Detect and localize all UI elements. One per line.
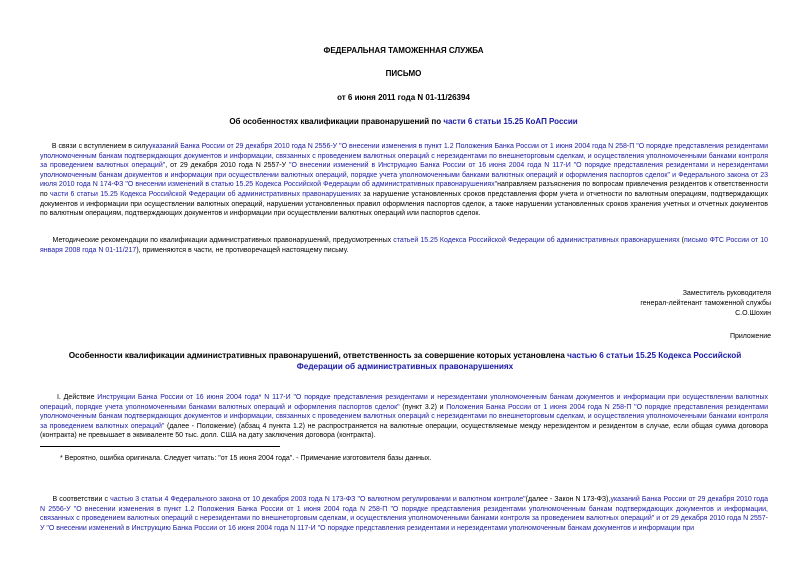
p3-link-polozhenie-258p[interactable]: Положения Банка России от 1 июня 2004 года N 258-П "О порядке представления резидентами уполномоченным банкам подтверждающих документов и информации, связанных с проведением валютных операций с нерезидентами по внешнеторговым сделкам, и осуществления уполномоченными банками контроля за проведением валютных операций": [40, 403, 769, 430]
signature-position: Заместитель руководителя: [682, 290, 771, 297]
footnote-divider: [40, 446, 280, 447]
p2-text-c: (: [679, 237, 685, 244]
appendix-title-link[interactable]: частью 6 статьи 15.25 Кодекса Российской Федерации об административных правонарушениях: [296, 351, 742, 371]
p1-link-174fz[interactable]: и Федерального закона от 23 июля 2010 года N 174-ФЗ "О внесении изменений в статью 15.25 Кодекса Российской Федерации об административных правонарушениях": [40, 171, 768, 189]
p1-link-2557u[interactable]: "О внесении изменений в Инструкцию Банка России от 16 июня 2004 года N 117-И "О порядке представления резидентами и нерезидентами уполномоченным банкам документов и информации при осуществлении валютных операций, порядке учета уполномоченными банками валютных операций и оформления паспортов сделок": [40, 162, 768, 179]
agency-heading: ФЕДЕРАЛЬНАЯ ТАМОЖЕННАЯ СЛУЖБА: [323, 46, 484, 55]
p3-text-a: I. Действие: [56, 394, 98, 401]
title-link-koap[interactable]: части 6 статьи 15.25 КоАП России: [443, 117, 578, 126]
p4-text-a: В соответствии с: [52, 496, 111, 503]
appendix-title: [60, 350, 750, 372]
document-type-heading: ПИСЬМО: [385, 69, 422, 78]
document-date-number: от 6 июня 2011 года N 01-11/26394: [337, 93, 470, 102]
signature-name: С.О.Шохин: [735, 310, 771, 317]
paragraph-3: [40, 393, 768, 441]
p1-text-a: В связи с вступлением в силу: [51, 143, 149, 150]
p3-link-instruction-117i[interactable]: Инструкции Банка России от 16 июня 2004 года* N 117-И "О порядке представления резидентами и нерезидентами уполномоченным банкам документов и информации при осуществлении валютных операций, порядке учета уполномоченными банками валютных операций и оформления паспортов сделок": [40, 394, 769, 411]
paragraph-1: [40, 142, 768, 219]
signature-rank: генерал-лейтенант таможенной службы: [640, 300, 771, 307]
p1-link-koap-part6[interactable]: части 6 статьи 15.25 Кодекса Российской Федерации об административных правонарушениях: [50, 190, 362, 198]
document-title: [0, 117, 807, 127]
p2-link-fts-letter[interactable]: письмо ФТС России от 10 января 2008 года N 01-11/217: [40, 237, 768, 254]
p3-text-c: (пункт 3.2) и: [399, 403, 447, 411]
p1-text-c: , от 29 декабря 2010 года N 2557-У: [165, 162, 289, 170]
appendix-title-text: Особенности квалификации административных правонарушений, ответственность за совершение которых установлена: [68, 351, 568, 360]
p4-link-2557u[interactable]: и от 29 декабря 2010 года N 2557-У "О внесении изменений в Инструкцию Банка России от 16 июня 2004 года N 117-И "О порядке представления резидентами и нерезидентами уполномоченным банкам документов и информации при: [40, 515, 768, 532]
p4-link-ukazaniya-2556u[interactable]: указаний Банка России от 29 декабря 2010 года N 2556-У "О внесении изменения в пункт 1.2 Положения Банка России от 1 июня 2004 года N 258-П "О порядке представления резидентами уполномоченным банкам подтверждающих документов и информации, связанных с проведением валютных операций с нерезидентами по внешнеторговым сделкам, и осуществления уполномоченными банками контроля за проведением валютных операций": [40, 496, 769, 523]
p1-link-ukazaniya-2556u[interactable]: указаний Банка России от 29 декабря 2010 года N 2556-У "О внесении изменения в пункт 1.2 Положения Банка России от 1 июня 2004 года N 258-П "О порядке представления резидентами уполномоченным банкам подтверждающих документов и информации, связанных с проведением валютных операций с нерезидентами по внешнеторговым сделкам, и осуществления уполномоченными банками контроля за проведением валютных операций": [40, 143, 768, 170]
title-text: Об особенностях квалификации правонарушений по: [229, 117, 444, 126]
p1-text-h: за нарушение установленных сроков представления форм учета и отчетности по валютным операциям, подтверждающих документов и информации при осуществлении валютных операций, нарушении установленных правил оформления паспортов сделок, а также нарушении установленных сроков хранения учетных и отчетных документов по валютным операциям, подтверждающих документов и информации при осуществлении валютных операций или паспортов сделок.: [40, 190, 768, 218]
p2-text-a: Методические рекомендации по квалификации административных правонарушений, предусмотренных: [52, 237, 394, 244]
paragraph-2: [40, 236, 768, 255]
p3-text-e: (далее - Положение) (абзац 4 пункта 1.2) не распространяется на валютные операции, осуществляемые между нерезидентом и резидентом в случае, если общая сумма договора (контракта) не превышает в эквиваленте 50 тыс. долл. США на дату заключения договора (контракта).: [40, 422, 768, 440]
paragraph-4: [40, 495, 768, 533]
p4-link-173fz[interactable]: частью 3 статьи 4 Федерального закона от 10 декабря 2003 года N 173-ФЗ "О валютном регулировании и валютном контроле": [110, 496, 526, 503]
footnote: * Вероятно, ошибка оригинала. Следует читать: "от 15 июня 2004 года". - Примечание изготовителя базы данных.: [60, 455, 432, 462]
p2-text-e: ), применяются в части, не противоречащей настоящему письму.: [136, 246, 349, 254]
appendix-label: Приложение: [729, 333, 771, 340]
p4-text-c: (далее - Закон N 173-ФЗ),: [525, 496, 611, 503]
p2-link-article-1525[interactable]: статьей 15.25 Кодекса Российской Федерации об административных правонарушениях: [393, 237, 680, 244]
p1-text-f: направляем разъяснения по вопросам привлечения резидентов к ответственности по: [40, 181, 768, 198]
